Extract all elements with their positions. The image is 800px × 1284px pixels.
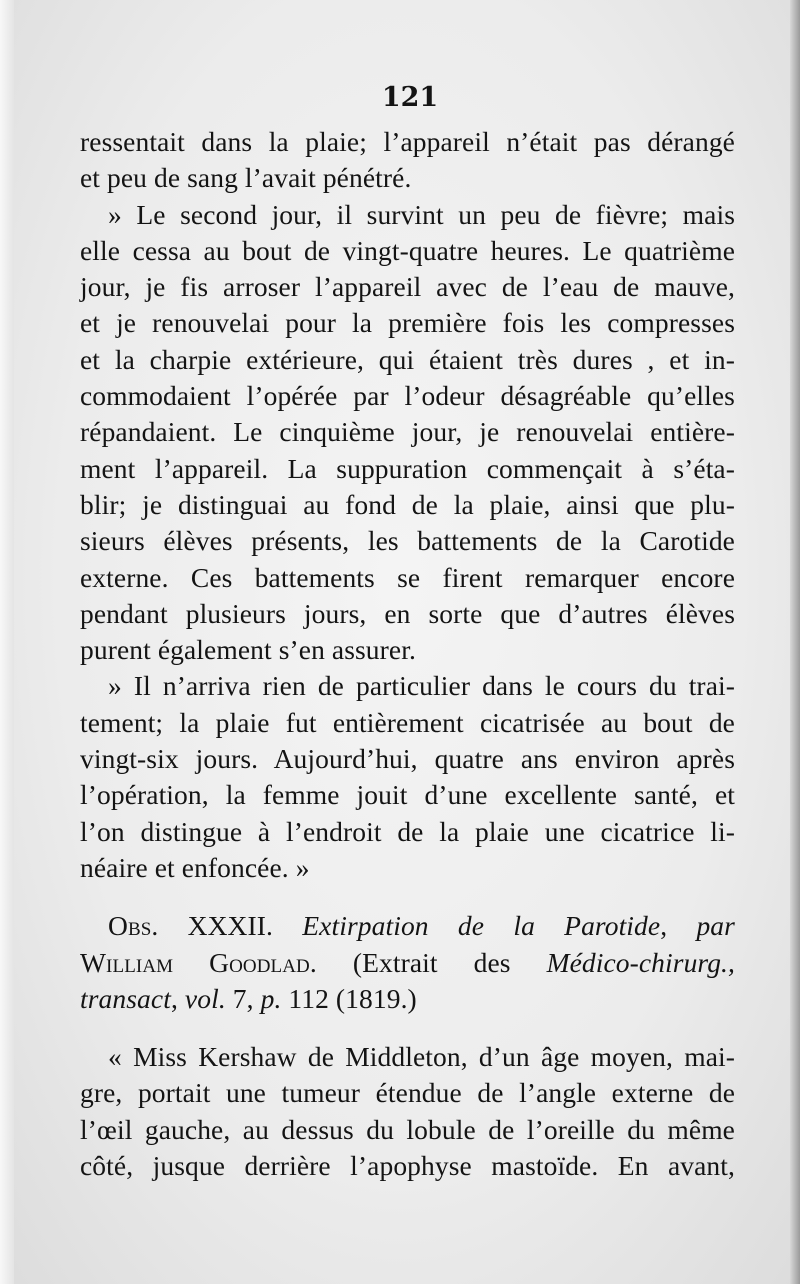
text-line: et je renouvelai pour la première fois les compresses <box>80 307 735 339</box>
text-line: gre, portait une tumeur étendue de l’angle externe de <box>80 1077 735 1109</box>
observation-heading <box>80 908 735 944</box>
text-line: tement; la plaie fut entièrement cicatrisée au bout de <box>80 706 735 738</box>
text-line: néaire et enfoncée. » <box>80 851 310 883</box>
text-line: externe. Ces battements se firent remarquer encore <box>80 561 735 593</box>
text-line: commodaient l’opérée par l’odeur désagréable qu’elles <box>80 380 735 412</box>
obs-number: XXXII. <box>187 910 274 942</box>
page-number: 121 <box>381 82 439 113</box>
obs-journal: Médico-chirurg., <box>546 946 736 978</box>
text-line: jour, je fis arroser l’appareil avec de l’eau de mauve, <box>80 271 735 303</box>
obs-comma: , <box>660 910 668 942</box>
obs-vol-num: 7, <box>232 982 254 1014</box>
obs-author: William Goodlad. <box>80 946 317 978</box>
text-line: » Il n’arriva rien de particulier dans le cours du trai- <box>108 670 735 702</box>
obs-label: Obs. <box>108 910 159 942</box>
text-line: pendant plusieurs jours, en sorte que d’autres élèves <box>80 597 735 629</box>
obs-transact: transact <box>80 982 171 1014</box>
text-line: l’on distingue à l’endroit de la plaie une cicatrice li- <box>80 815 735 847</box>
observation-source <box>80 945 735 981</box>
text-line: ressentait dans la plaie; l’appareil n’était pas dérangé <box>80 126 735 157</box>
text-line: « Miss Kershaw de Middleton, d’un âge moyen, mai- <box>108 1041 735 1073</box>
text-line: blir; je distinguai au fond de la plaie, ainsi que plu- <box>80 488 735 520</box>
body-text <box>80 124 735 1184</box>
obs-page-year: 112 (1819.) <box>288 982 417 1014</box>
observation-citation <box>80 981 735 1017</box>
obs-p: p. <box>260 982 282 1014</box>
obs-by: par <box>696 910 735 942</box>
text-line: répandaient. Le cinquième jour, je renouvelai entière- <box>80 416 735 448</box>
text-line: » Le second jour, il survint un peu de fièvre; mais <box>108 198 735 230</box>
obs-vol: vol. <box>184 982 226 1014</box>
obs-source-open: (Extrait des <box>352 946 511 978</box>
page-gutter <box>0 0 14 1284</box>
text-line: et peu de sang l’avait pénétré. <box>80 162 412 194</box>
text-line: elle cessa au bout de vingt-quatre heures. Le quatrième <box>80 234 735 266</box>
obs-sep: , <box>170 982 178 1014</box>
page-edge <box>790 0 800 1284</box>
text-line: vingt-six jours. Aujourd’hui, quatre ans environ après <box>80 743 735 775</box>
text-line: côté, jusque derrière l’apophyse mastoïde. En avant, <box>80 1150 735 1182</box>
text-line: purent également s’en assurer. <box>80 634 416 666</box>
obs-title: Extirpation de la Parotide <box>302 910 661 942</box>
text-line: l’œil gauche, au dessus du lobule de l’oreille du même <box>80 1113 735 1145</box>
text-line: sieurs élèves présents, les battements de la Carotide <box>80 525 735 557</box>
text-line: ment l’appareil. La suppuration commençait à s’éta- <box>80 452 735 484</box>
text-line: l’opération, la femme jouit d’une excellente santé, et <box>80 779 735 811</box>
text-line: et la charpie extérieure, qui étaient très dures , et in- <box>80 343 735 375</box>
